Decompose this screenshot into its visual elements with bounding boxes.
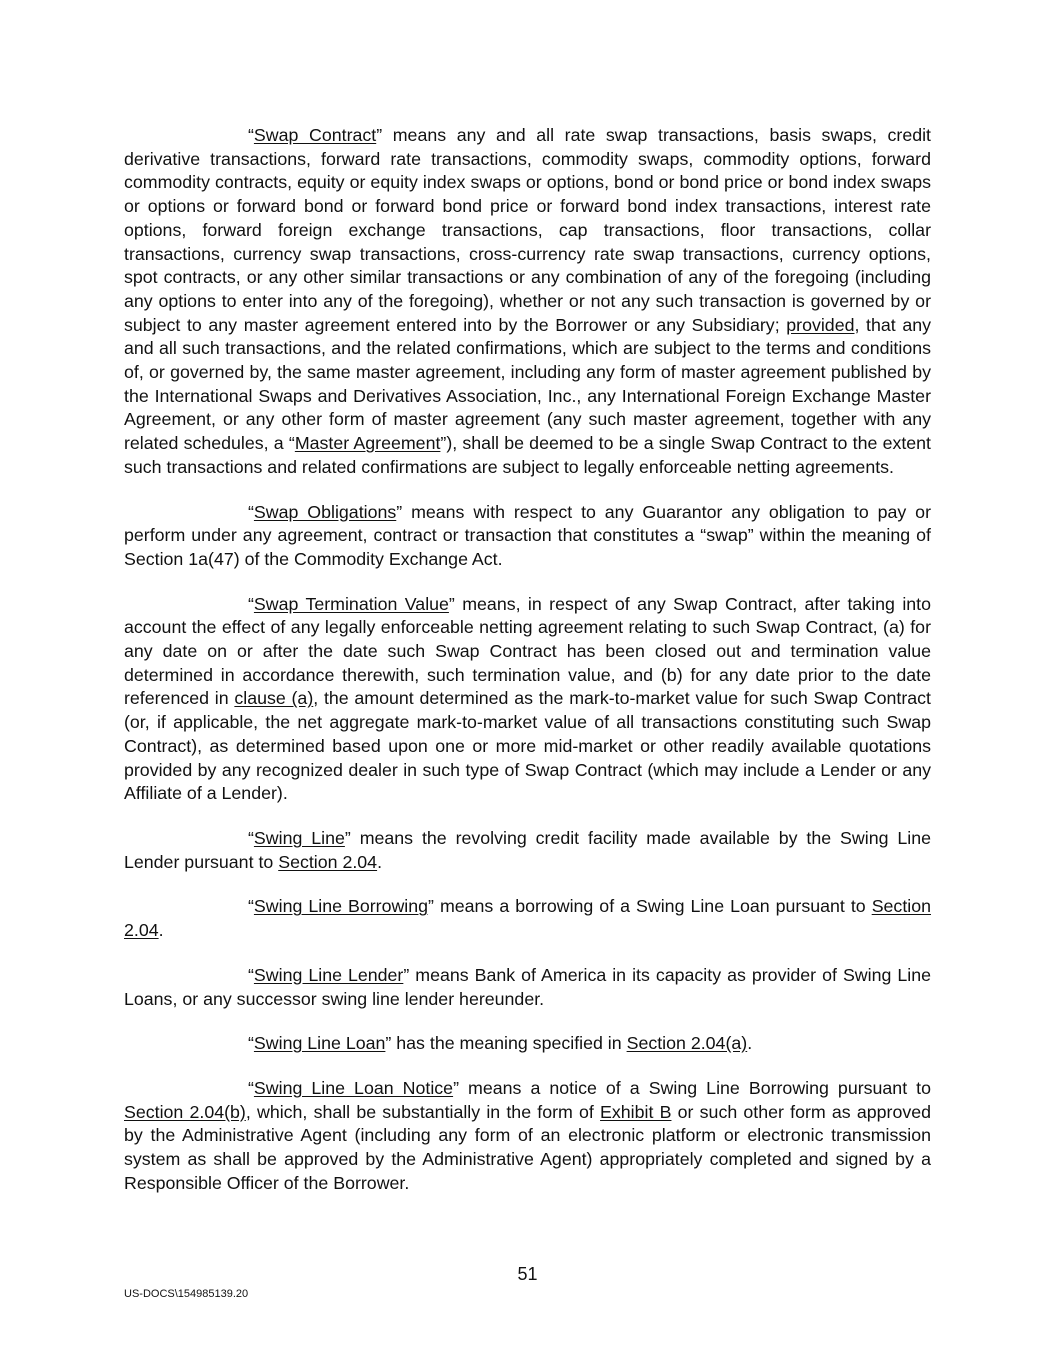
page-number: 51	[517, 1264, 538, 1284]
defined-term: Swap Obligations	[253, 501, 397, 522]
definition-text: , which, shall be substantially in the form of	[245, 1101, 601, 1122]
definition-text: “	[248, 827, 254, 848]
definition-text: “	[248, 593, 254, 614]
definition-text: “	[248, 896, 254, 917]
defined-term: Exhibit B	[600, 1101, 672, 1122]
defined-term: Section 2.04	[278, 851, 378, 872]
defined-term: Swing Line Lender	[253, 964, 404, 985]
defined-term: Section 2.04(b)	[124, 1101, 246, 1122]
definition-text: “	[248, 1033, 254, 1054]
definition-text: ” has the meaning specified in	[385, 1033, 627, 1054]
definition-swing-line-borrowing	[124, 895, 931, 942]
definition-text: or such other form as approved by the Administrative Agent (including any form of an electronic platform or electronic transmission system as shall be approved by the Administrative Agent) appropriately completed and signed by a Responsible Officer of the Borrower.	[124, 1101, 931, 1193]
defined-term: Section 2.04(a)	[626, 1033, 748, 1054]
defined-term: Swing Line Loan Notice	[253, 1077, 454, 1098]
defined-term: Swing Line Borrowing	[253, 896, 429, 917]
defined-term: Swap Termination Value	[253, 593, 449, 614]
defined-term: Swap Contract	[253, 125, 377, 145]
definition-swap-contract	[124, 124, 931, 480]
defined-term: Swing Line	[253, 827, 345, 848]
definition-text: .	[747, 1033, 753, 1054]
defined-term: Section 2.04	[124, 896, 931, 941]
definitions-body	[124, 124, 931, 1216]
definition-swing-line-lender	[124, 964, 931, 1011]
defined-term: provided	[786, 314, 855, 335]
definition-swap-obligations	[124, 501, 931, 572]
definition-text: .	[158, 920, 164, 941]
definition-text: ” means, in respect of any Swap Contract, after taking into account the effect of any legally enforceable netting agreement relating to such Swap Contract, (a) for any date on or after the date such Swap Contract has been closed out and termination value determined in accordance therewith, such termination value, and (b) for any date prior to the date referenced in	[124, 593, 931, 709]
definition-text: , that any and all such transactions, and the related confirmations, which are subject to the terms and conditions of, or governed by, the same master agreement, including any form of master agreement published by the International Swaps and Derivatives Association, Inc., any International Foreign Exchange Master Agreement, or any other form of master agreement (any such master agreement, together with any related schedules, a “	[124, 314, 931, 454]
definition-text: ” means any and all rate swap transactions, basis swaps, credit derivative transactions, forward rate transactions, commodity swaps, commodity options, forward commodity contracts, equity or equity index swaps or options, bond or bond price or bond index swaps or options or forward bond or forward bond price or forward bond index transactions, interest rate options, forward foreign exchange transactions, cap transactions, floor transactions, collar transactions, currency swap transactions, cross-currency rate swap transactions, currency options, spot contracts, or any other similar transactions or any combination of any of the foregoing (including any options to enter into any of the foregoing), whether or not any such transaction is governed by or subject to any master agreement entered into by the Borrower or any Subsidiary;	[124, 125, 931, 335]
definition-text: ”), shall be deemed to be a single Swap Contract to the extent such transactions and related confirmations are subject to legally enforceable netting agreements.	[124, 433, 932, 477]
definition-text: ” means with respect to any Guarantor any obligation to pay or perform under any agreement, contract or transaction that constitutes a “swap” within the meaning of Section 1a(47) of the Commodity Exchange Act.	[124, 501, 931, 569]
definition-swap-termination-value	[124, 593, 931, 806]
definition-swing-line-loan	[124, 1032, 931, 1056]
definition-text: ” means Bank of America in its capacity as provider of Swing Line Loans, or any successor swing line lender hereunder.	[124, 964, 931, 1009]
definition-text: “	[248, 501, 254, 522]
defined-term: Swing Line Loan	[253, 1033, 386, 1054]
definition-swing-line-loan-notice	[124, 1077, 931, 1196]
definition-text: “	[248, 1077, 254, 1098]
defined-term: Master Agreement	[294, 433, 441, 454]
definition-text: ” means a notice of a Swing Line Borrowing pursuant to	[453, 1077, 932, 1098]
definition-text: “	[248, 964, 254, 985]
definition-text: ” means a borrowing of a Swing Line Loan pursuant to	[428, 896, 872, 917]
definition-swing-line	[124, 827, 931, 874]
definition-text: “	[248, 125, 254, 145]
definition-text: , the amount determined as the mark-to-market value for such Swap Contract (or, if applicable, the net aggregate mark-to-market value of all transactions constituting such Swap Contract), as determined based upon one or more mid-market or other readily available quotations provided by any recognized dealer in such type of Swap Contract (which may include a Lender or any Affiliate of a Lender).	[124, 688, 931, 804]
defined-term: clause (a)	[234, 688, 314, 709]
definition-text: .	[377, 851, 383, 872]
document-id: US-DOCS\154985139.20	[124, 1288, 249, 1300]
definition-text: ” means the revolving credit facility made available by the Swing Line Lender pursuant to	[124, 827, 931, 872]
